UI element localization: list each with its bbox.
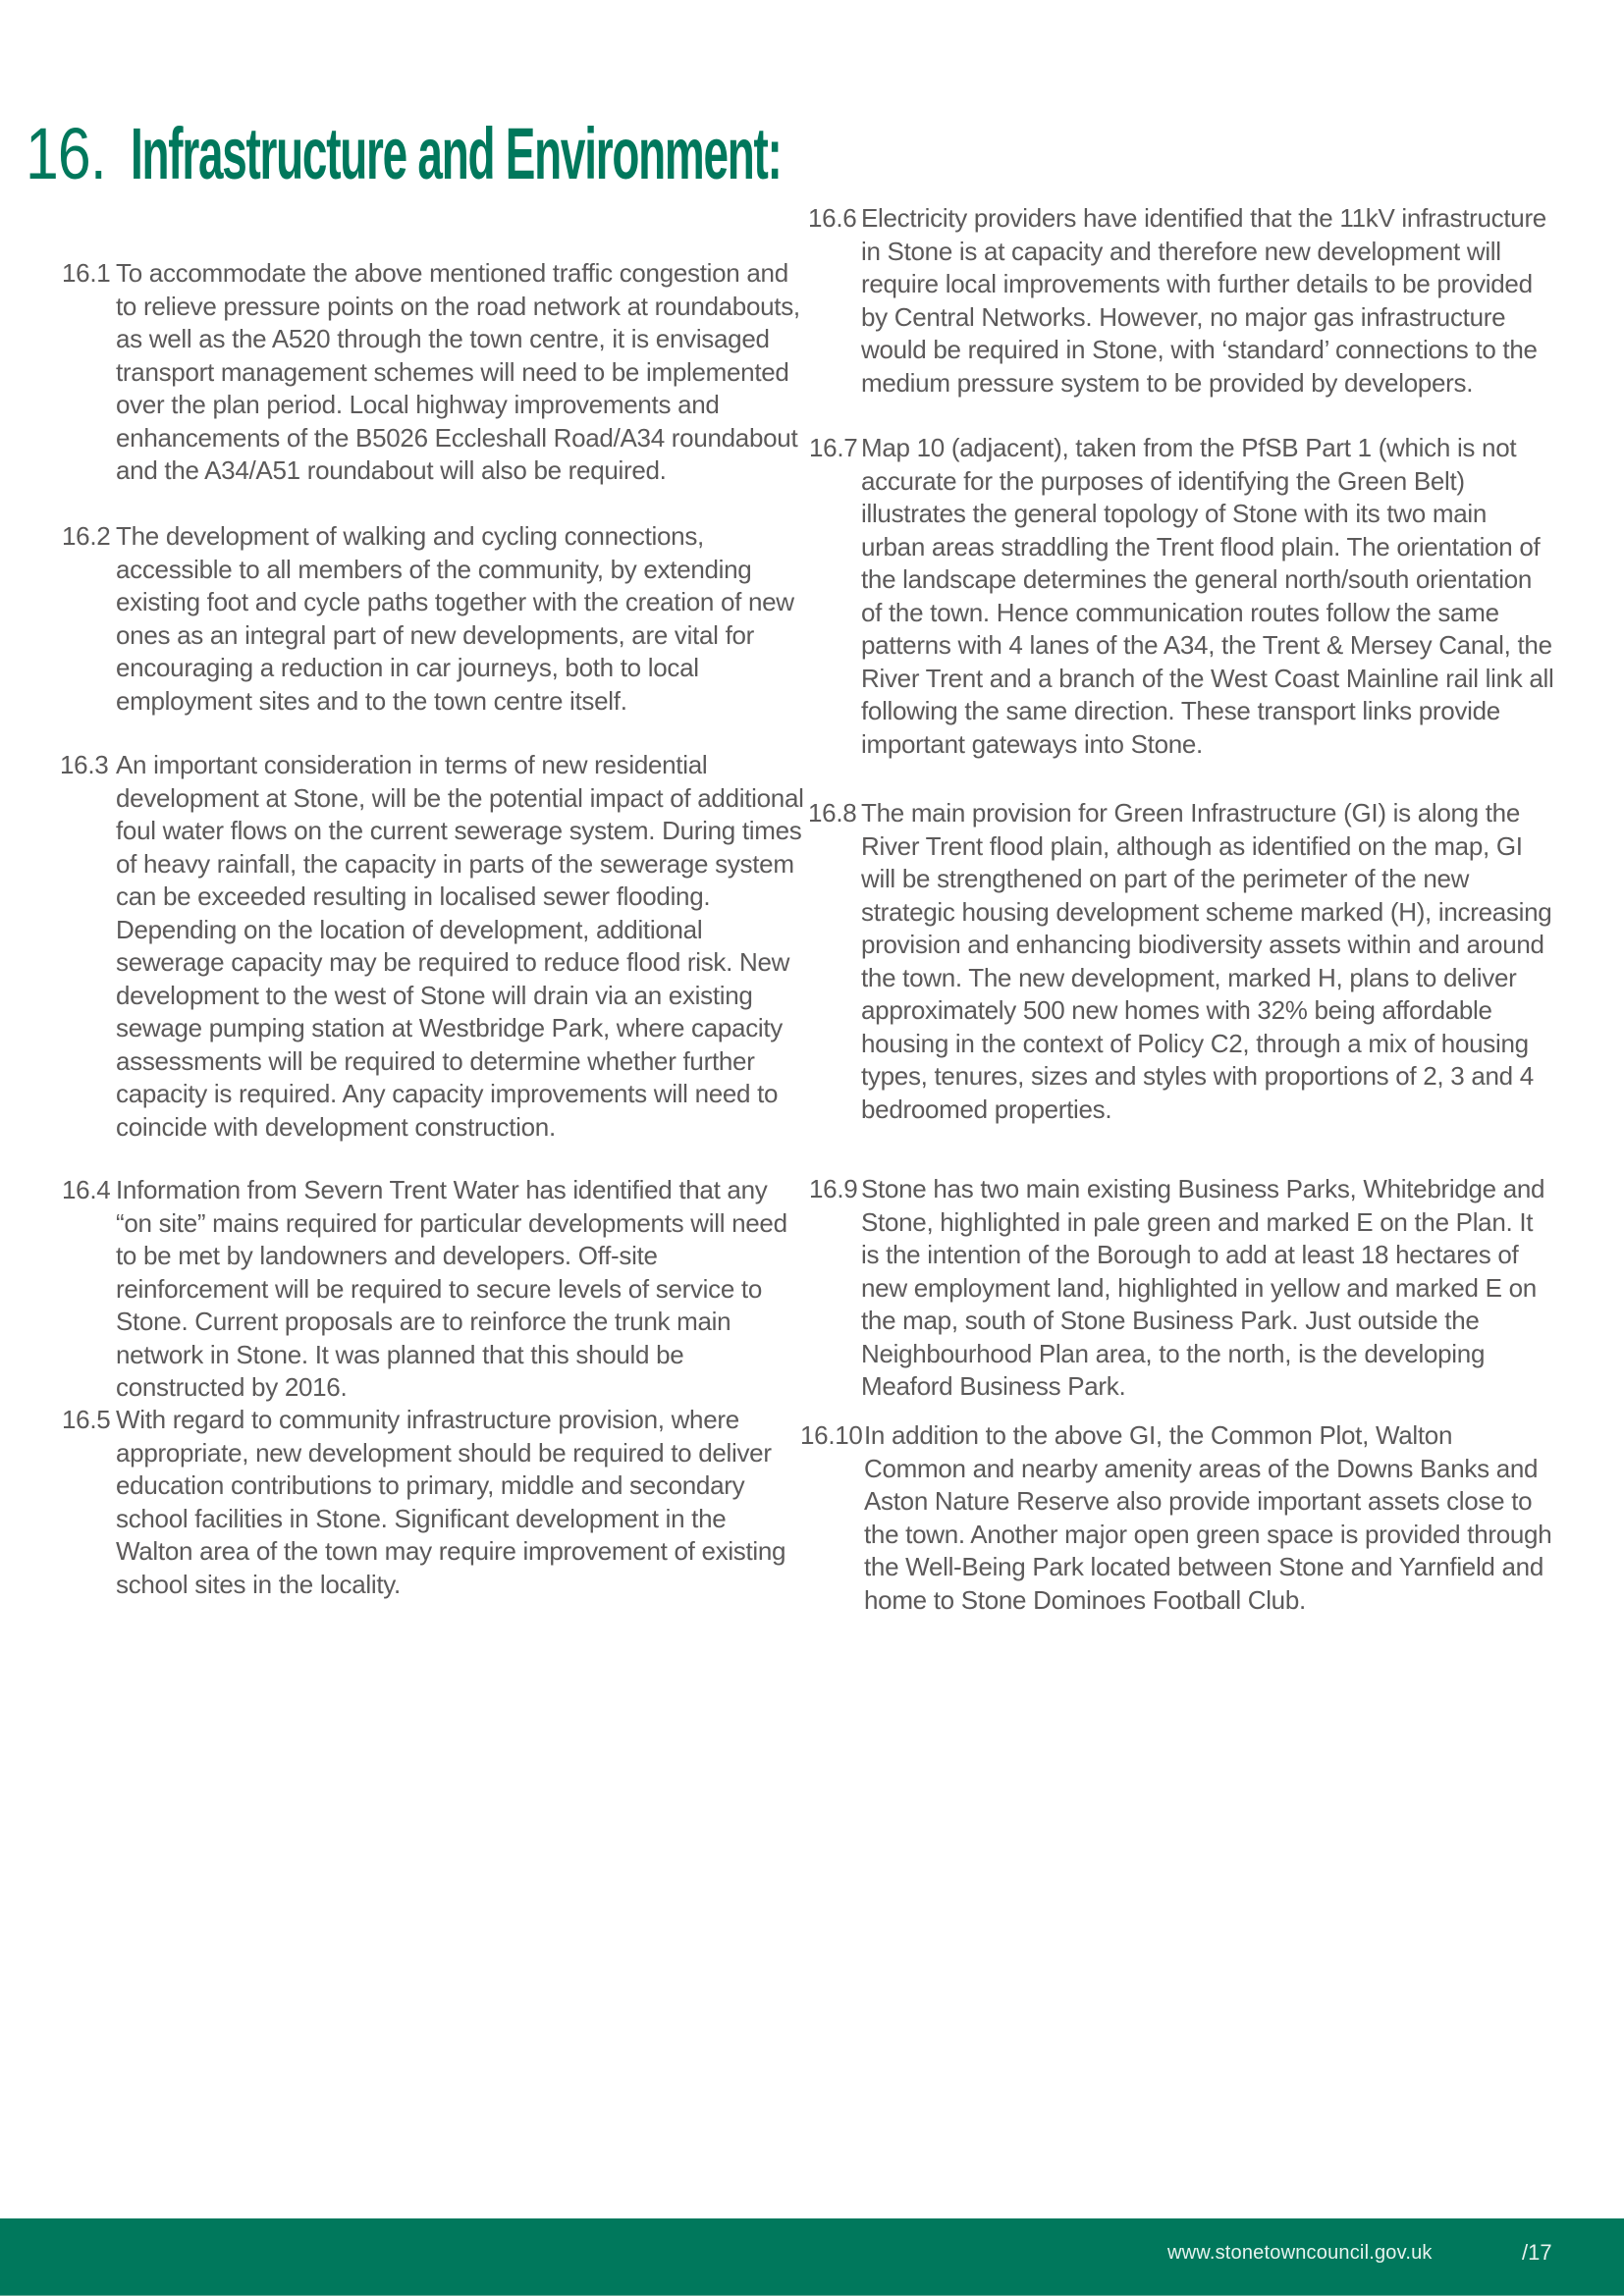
- paragraph-number: 16.1: [62, 258, 111, 288]
- paragraph-16-3: [60, 749, 808, 1144]
- paragraph-number: 16.5: [62, 1405, 111, 1434]
- paragraph-text: To accommodate the above mentioned traffic congestion and to relieve pressure points on the road network at roundabouts, as well as the A520 through the town centre, it is envisaged transport management schemes will need to be implemented over the plan period. Local highway improvements and enhancements of the B5026 Eccleshall Road/A34 roundabout and the A34/A51 roundabout will also be required.: [116, 258, 800, 485]
- paragraph-16-7: [809, 432, 1554, 761]
- paragraph-16-1: [62, 257, 808, 488]
- section-title: Infrastructure and Environment:: [131, 113, 783, 194]
- paragraph-text: The main provision for Green Infrastructure (GI) is along the River Trent flood plain, although as identified on the map, GI will be strengthened on part of the perimeter of the new strategic housing development scheme marked (H), increasing provision and enhancing biodiversity assets within and around the town. The new development, marked H, plans to deliver approximately 500 new homes with 32% being affordable housing in the context of Policy C2, through a mix of housing types, tenures, sizes and styles with proportions of 2, 3 and 4 bedroomed properties.: [861, 798, 1552, 1124]
- paragraph-text: Map 10 (adjacent), taken from the PfSB Part 1 (which is not accurate for the purposes of identifying the Green Belt) illustrates the general topology of Stone with its two main urban areas straddling the Trent flood plain. The orientation of the landscape determines the general north/south orientation of the town. Hence communication routes follow the same patterns with 4 lanes of the A34, the Trent & Mersey Canal, the River Trent and a branch of the West Coast Mainline rail link all following the same direction. These transport links provide important gateways into Stone.: [861, 433, 1554, 759]
- page-title: [26, 110, 1180, 198]
- paragraph-text: Information from Severn Trent Water has identified that any “on site” mains required for particular developments will need to be met by landowners and developers. Off-site reinforcement will be required to secure levels of service to Stone. Current proposals are to reinforce the trunk main network in Stone. It was planned that this should be constructed by 2016.: [116, 1175, 787, 1402]
- page-number: /17: [1522, 2240, 1552, 2265]
- paragraph-16-5: [62, 1404, 808, 1601]
- paragraph-16-6: [808, 202, 1554, 400]
- paragraph-number: 16.2: [62, 521, 111, 551]
- paragraph-text: Stone has two main existing Business Parks, Whitebridge and Stone, highlighted in pale green and marked E on the Plan. It is the intention of the Borough to add at least 18 hectares of new employment land, highlighted in yellow and marked E on the map, south of Stone Business Park. Just outside the Neighbourhood Plan area, to the north, is the developing Meaford Business Park.: [861, 1174, 1545, 1401]
- footer-website-link[interactable]: www.stonetowncouncil.gov.uk: [1167, 2242, 1433, 2264]
- paragraph-text: The development of walking and cycling connections, accessible to all members of the community, by extending existing foot and cycle paths together with the creation of new ones as an integral part of new developments, are vital for encouraging a reduction in car journeys, both to local employment sites and to the town centre itself.: [116, 521, 794, 716]
- page-footer: [0, 2218, 1624, 2296]
- paragraph-number: 16.4: [62, 1175, 111, 1204]
- paragraph-number: 16.6: [808, 203, 857, 233]
- paragraph-16-9: [809, 1173, 1554, 1404]
- paragraph-number: 16.10: [800, 1420, 863, 1450]
- paragraph-number: 16.7: [809, 433, 858, 462]
- section-number: 16.: [26, 113, 106, 194]
- paragraph-number: 16.3: [60, 750, 109, 779]
- paragraph-text: Electricity providers have identified that the 11kV infrastructure in Stone is at capacity and therefore new development will require local improvements with further details to be provided by Central Networks. However, no major gas infrastructure would be required in Stone, with ‘standard’ connections to the medium pressure system to be provided by developers.: [861, 203, 1546, 398]
- paragraph-16-4: [62, 1174, 808, 1405]
- paragraph-16-8: [808, 797, 1554, 1126]
- paragraph-16-10: [800, 1419, 1554, 1617]
- paragraph-text: With regard to community infrastructure provision, where appropriate, new development should be required to deliver education contributions to primary, middle and secondary school facilities in Stone. Significant development in the Walton area of the town may require improvement of existing school sites in the locality.: [116, 1405, 786, 1599]
- paragraph-text: An important consideration in terms of new residential development at Stone, will be the potential impact of additional foul water flows on the current sewerage system. During times of heavy rainfall, the capacity in parts of the sewerage system can be exceeded resulting in localised sewer flooding. Depending on the location of development, additional sewerage capacity may be required to reduce flood risk. New development to the west of Stone will drain via an existing sewage pumping station at Westbridge Park, where capacity assessments will be required to determine whether further capacity is required. Any capacity improvements will need to coincide with development construction.: [116, 750, 804, 1142]
- paragraph-16-2: [62, 520, 808, 718]
- paragraph-number: 16.8: [808, 798, 857, 828]
- paragraph-number: 16.9: [809, 1174, 858, 1203]
- paragraph-text: In addition to the above GI, the Common Plot, Walton Common and nearby amenity areas of the Downs Banks and Aston Nature Reserve also provide important assets close to the town. Another major open green space is provided through the Well-Being Park located between Stone and Yarnfield and home to Stone Dominoes Football Club.: [864, 1420, 1552, 1615]
